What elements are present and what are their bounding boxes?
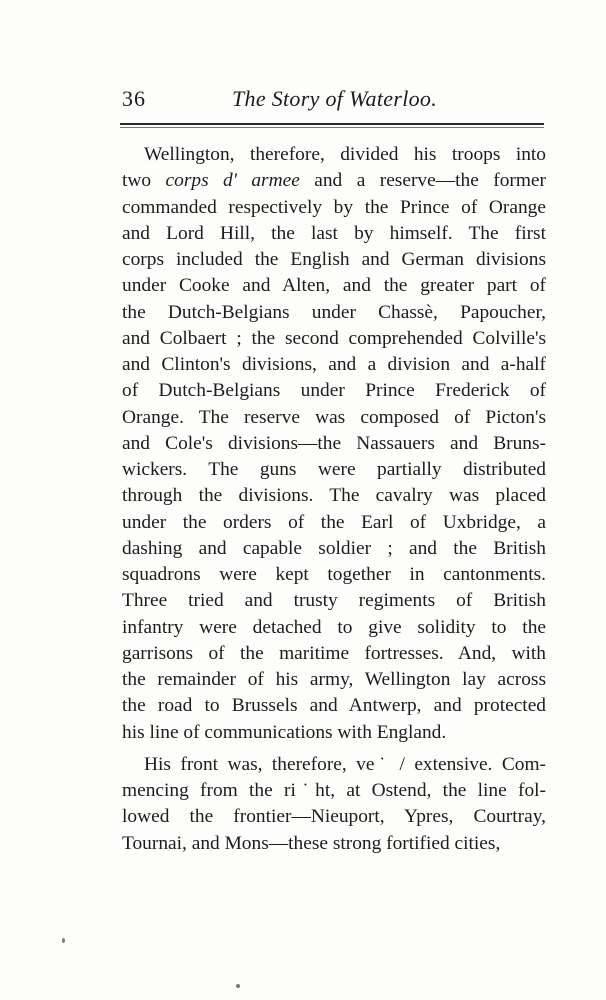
page-speck <box>62 938 65 943</box>
running-title: The Story of Waterloo. <box>232 86 438 111</box>
text-line: and Colbaert ; the second comprehended Colville's <box>122 327 546 349</box>
text-line: of Dutch-Belgians under Prince Frederick of <box>122 380 546 402</box>
page-number: 36 <box>122 86 146 111</box>
text-line: infantry were detached to give solidity to the <box>122 616 546 638</box>
text-line: commanded respectively by the Prince of Orange <box>122 196 546 218</box>
text-line: wickers. The guns were partially distributed <box>122 459 546 480</box>
body-text <box>122 142 546 857</box>
text-line: the Dutch-Belgians under Chassè, Papoucher, <box>122 301 546 323</box>
text-line: and Lord Hill, the last by himself. The first <box>122 222 546 244</box>
text-line: through the divisions. The cavalry was placed <box>122 485 546 507</box>
text-line: the road to Brussels and Antwerp, and protected <box>122 695 546 717</box>
text-line: the remainder of his army, Wellington lay across <box>122 669 546 690</box>
text-line: under Cooke and Alten, and the greater part of <box>122 275 546 297</box>
text-line: his line of communications with England. <box>122 721 447 743</box>
text-line: and Clinton's divisions, and a division and a-half <box>122 354 546 375</box>
text-line: Three tried and trusty regiments of British <box>122 590 546 612</box>
text-line: His front was, therefore, ve˙ / extensive. Com- <box>144 753 546 775</box>
header-rule <box>120 123 544 125</box>
italic-term: corps d' armee <box>165 170 300 192</box>
paragraph <box>122 752 546 857</box>
text-line: Tournai, and Mons—these strong fortified cities, <box>122 832 501 854</box>
text-line: dashing and capable soldier ; and the British <box>122 537 546 559</box>
text-line: Orange. The reserve was composed of Picton's <box>122 406 546 428</box>
text-line: corps included the English and German divisions <box>122 249 546 270</box>
text-line: and Cole's divisions—the Nassauers and Bruns- <box>122 432 546 454</box>
text-line: under the orders of the Earl of Uxbridge, a <box>122 511 546 533</box>
paragraph <box>122 142 546 746</box>
text-line: squadrons were kept together in cantonments. <box>122 564 546 585</box>
text-run: two <box>122 170 166 192</box>
text-line: Wellington, therefore, divided his troops into <box>144 144 546 165</box>
text-line: garrisons of the maritime fortresses. And, with <box>122 642 546 664</box>
page-speck <box>236 984 240 988</box>
text-line: mencing from the ri˙ht, at Ostend, the line fol- <box>122 780 546 801</box>
text-line: lowed the frontier—Nieuport, Ypres, Courtray, <box>122 806 546 828</box>
running-header <box>122 86 542 116</box>
text-run: and a reserve—the former <box>299 170 546 192</box>
text-line <box>122 168 546 194</box>
